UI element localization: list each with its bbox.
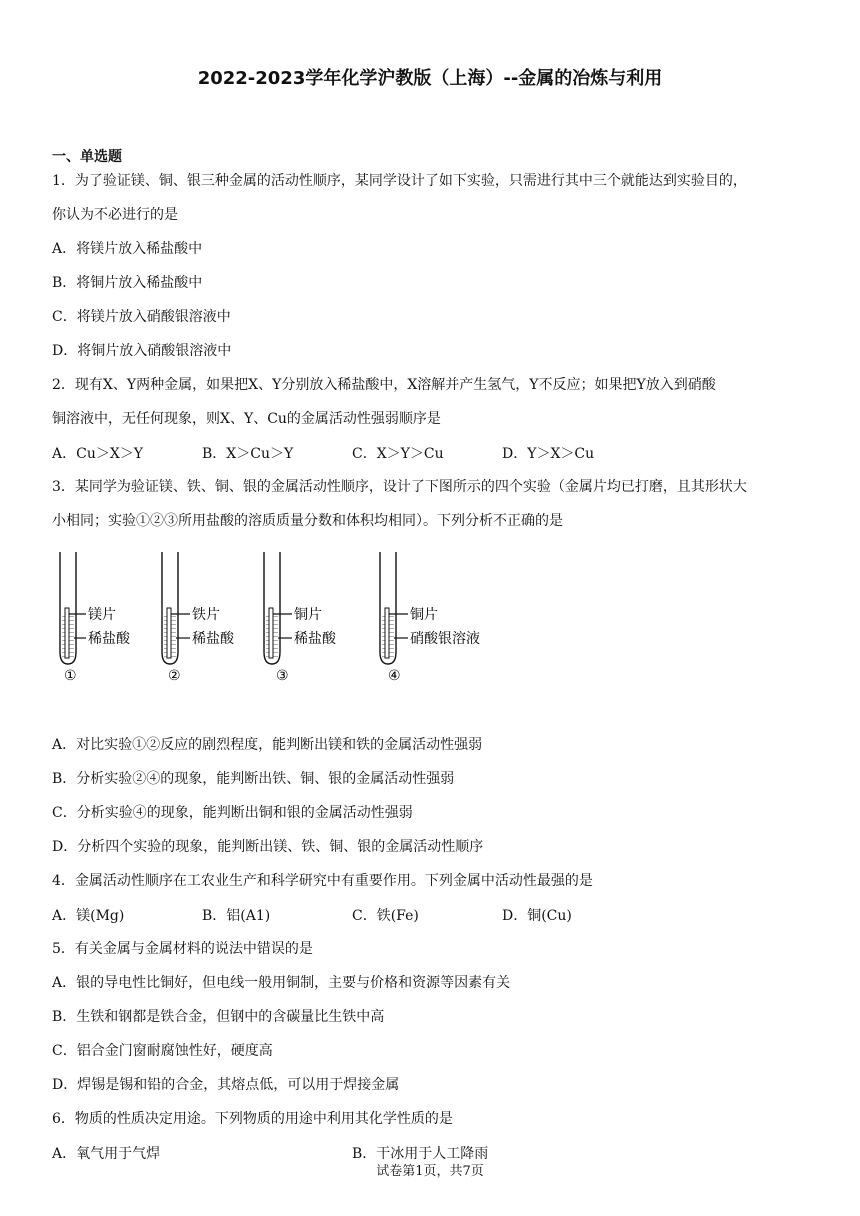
tube-1-metal-label: 镁片 bbox=[88, 607, 116, 623]
tube-2-liquid-label: 稀盐酸 bbox=[192, 631, 234, 647]
q6-option-b: B．干冰用于人工降雨 bbox=[352, 1146, 489, 1162]
q5-option-a: A．银的导电性比铜好，但电线一般用铜制，主要与价格和资源等因素有关 bbox=[52, 975, 511, 991]
tube-4-metal-label: 铜片 bbox=[410, 607, 438, 623]
metal-strip-1 bbox=[65, 608, 69, 658]
q6-option-a: A．氧气用于气焊 bbox=[52, 1146, 161, 1162]
metal-strip-3 bbox=[269, 608, 273, 658]
test-tube-3 bbox=[264, 552, 337, 684]
q3-stem-line2: 小相同；实验①②③所用盐酸的溶质质量分数和体积均相同）。下列分析不正确的是 bbox=[52, 513, 563, 529]
tube-4-number: ④ bbox=[388, 668, 401, 684]
q5-stem-line1: 5．有关金属与金属材料的说法中错误的是 bbox=[52, 941, 313, 957]
tube-3-metal-label: 铜片 bbox=[294, 607, 322, 623]
test-tube-1 bbox=[60, 552, 131, 684]
section-heading: 一、单选题 bbox=[52, 149, 122, 165]
tube-4-liquid-label: 硝酸银溶液 bbox=[410, 631, 480, 647]
q1-option-b: B．将铜片放入稀盐酸中 bbox=[52, 275, 203, 291]
tube-3-liquid-label: 稀盐酸 bbox=[294, 631, 336, 647]
tube-1-number: ① bbox=[64, 668, 77, 684]
test-tube-4 bbox=[380, 552, 480, 684]
q1-stem-line2: 你认为不必进行的是 bbox=[52, 207, 178, 223]
q5-option-d: D．焊锡是锡和铅的合金，其熔点低，可以用于焊接金属 bbox=[52, 1077, 400, 1093]
page-title: 2022-2023学年化学沪教版（上海）--金属的冶炼与利用 bbox=[197, 68, 663, 89]
q3-option-c: C．分析实验④的现象，能判断出铜和银的金属活动性强弱 bbox=[52, 805, 413, 821]
tube-2-number: ② bbox=[168, 668, 181, 684]
q1-option-a: A．将镁片放入稀盐酸中 bbox=[52, 241, 203, 257]
tube-2-metal-label: 铁片 bbox=[192, 607, 220, 623]
test-tube-2 bbox=[162, 552, 235, 684]
q2-stem-line2: 铜溶液中，无任何现象，则X、Y、Cu的金属活动性强弱顺序是 bbox=[52, 411, 441, 427]
q3-option-d: D．分析四个实验的现象，能判断出镁、铁、铜、银的金属活动性顺序 bbox=[52, 839, 484, 855]
q3-option-a: A．对比实验①②反应的剧烈程度，能判断出镁和铁的金属活动性强弱 bbox=[52, 737, 483, 753]
tube-3-number: ③ bbox=[276, 668, 289, 684]
q3-stem-line1: 3．某同学为验证镁、铁、铜、银的金属活动性顺序，设计了下图所示的四个实验（金属片均已打磨，且其形状大 bbox=[52, 479, 747, 495]
metal-strip-2 bbox=[167, 608, 171, 658]
q1-option-c: C．将镁片放入硝酸银溶液中 bbox=[52, 309, 231, 325]
q4-option-c: C．铁(Fe) bbox=[352, 908, 419, 924]
q5-option-b: B．生铁和钢都是铁合金，但钢中的含碳量比生铁中高 bbox=[52, 1009, 385, 1025]
q2-option-a: A．Cu＞X＞Y bbox=[52, 446, 144, 462]
q2-option-c: C．X＞Y＞Cu bbox=[352, 446, 444, 462]
metal-strip-4 bbox=[385, 608, 389, 658]
q2-stem-line1: 2．现有X、Y两种金属，如果把X、Y分别放入稀盐酸中，X溶解并产生氢气，Y不反应；如果把Y放入到硝酸 bbox=[52, 377, 716, 393]
q4-option-b: B．铝(A1) bbox=[202, 908, 271, 924]
q4-option-d: D．铜(Cu) bbox=[502, 908, 572, 924]
q1-stem-line1: 1．为了验证镁、铜、银三种金属的活动性顺序，某同学设计了如下实验，只需进行其中三个就能达到实验目的， bbox=[52, 173, 747, 189]
q5-option-c: C．铝合金门窗耐腐蚀性好，硬度高 bbox=[52, 1043, 273, 1059]
q2-option-d: D．Y＞X＞Cu bbox=[502, 446, 595, 462]
q6-stem-line1: 6．物质的性质决定用途。下列物质的用途中利用其化学性质的是 bbox=[52, 1111, 453, 1127]
q4-option-a: A．镁(Mg) bbox=[52, 908, 125, 924]
page-footer: 试卷第1页，共7页 bbox=[376, 1164, 484, 1179]
tube-1-liquid-label: 稀盐酸 bbox=[88, 631, 130, 647]
q4-stem-line1: 4．金属活动性顺序在工农业生产和科学研究中有重要作用。下列金属中活动性最强的是 bbox=[52, 873, 593, 889]
q2-option-b: B．X＞Cu＞Y bbox=[202, 446, 294, 462]
q1-option-d: D．将铜片放入硝酸银溶液中 bbox=[52, 343, 232, 359]
test-tube-figure bbox=[52, 552, 512, 692]
q3-option-b: B．分析实验②④的现象，能判断出铁、铜、银的金属活动性强弱 bbox=[52, 771, 455, 787]
